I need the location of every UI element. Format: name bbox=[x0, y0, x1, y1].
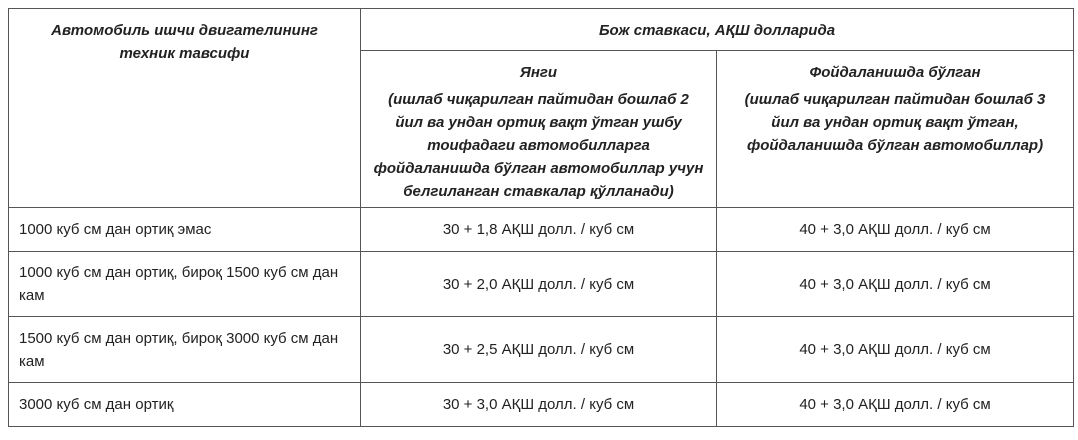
header-new-title: Янги bbox=[519, 64, 558, 81]
row-new-rate: 30 + 1,8 АҚШ долл. / куб см bbox=[361, 208, 717, 252]
header-row bbox=[9, 9, 1074, 51]
row-spec: 1500 куб см дан ортиқ, бироқ 3000 куб см дан кам bbox=[9, 317, 361, 383]
header-used-title: Фойдаланишда бўлган bbox=[809, 64, 981, 81]
row-spec: 3000 куб см дан ортиқ bbox=[9, 383, 361, 427]
header-used-cars bbox=[717, 51, 1074, 208]
row-new-rate: 30 + 2,5 АҚШ долл. / куб см bbox=[361, 317, 717, 383]
header-new-cars bbox=[361, 51, 717, 208]
row-used-rate: 40 + 3,0 АҚШ долл. / куб см bbox=[717, 383, 1074, 427]
table-row bbox=[9, 317, 1074, 383]
row-spec: 1000 куб см дан ортиқ, бироқ 1500 куб см дан кам bbox=[9, 252, 361, 317]
row-spec: 1000 куб см дан ортиқ эмас bbox=[9, 208, 361, 252]
header-engine-spec: Автомобиль ишчи двигателининг техник тавсифи bbox=[9, 9, 361, 208]
table-row bbox=[9, 383, 1074, 427]
row-used-rate: 40 + 3,0 АҚШ долл. / куб см bbox=[717, 208, 1074, 252]
row-new-rate: 30 + 3,0 АҚШ долл. / куб см bbox=[361, 383, 717, 427]
header-new-note: (ишлаб чиқарилган пайтидан бошлаб 2 йил ва ундан ортиқ вақт ўтган ушбу тоифадаги автомобилларга фойдаланишда бўлган автомобиллар учун белгиланган ставкалар қўлланади) bbox=[373, 91, 704, 200]
customs-duty-table bbox=[8, 8, 1074, 427]
row-used-rate: 40 + 3,0 АҚШ долл. / куб см bbox=[717, 252, 1074, 317]
row-new-rate: 30 + 2,0 АҚШ долл. / куб см bbox=[361, 252, 717, 317]
header-duty-rate-group: Бож ставкаси, АҚШ долларида bbox=[361, 9, 1074, 51]
row-used-rate: 40 + 3,0 АҚШ долл. / куб см bbox=[717, 317, 1074, 383]
header-used-note: (ишлаб чиқарилган пайтидан бошлаб 3 йил ва ундан ортиқ вақт ўтган, фойдаланишда бўлган автомобиллар) bbox=[744, 91, 1046, 154]
duty-table-container bbox=[8, 8, 1074, 427]
table-row bbox=[9, 208, 1074, 252]
table-row bbox=[9, 252, 1074, 317]
